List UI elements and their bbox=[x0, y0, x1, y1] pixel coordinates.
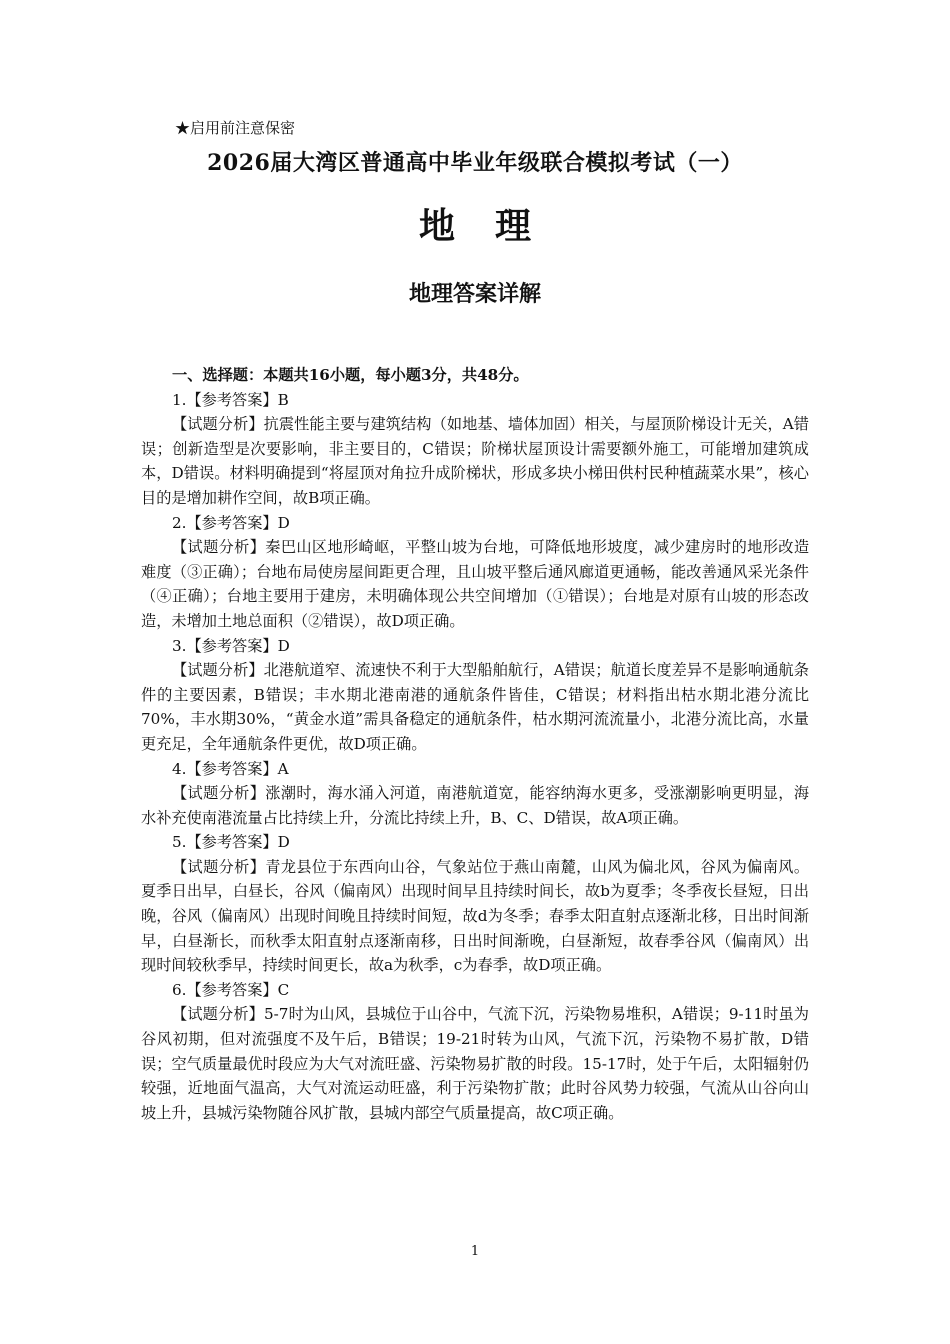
section-heading: 一、选择题：本题共16小题，每小题3分，共48分。 bbox=[172, 366, 529, 384]
question-analysis: 【试题分析】5-7时为山风，县城位于山谷中，气流下沉，污染物易堆积，A错误；9-11时虽为谷风初期，但对流强度不及午后，B错误；19-21时转为山风，气流下沉，污染物不易扩散，D错误；空气质量最优时段应为大气对流旺盛、污染物易扩散的时段。15-17时，处于午后，太阳辐射仍较强，近地面气温高，大气对流运动旺盛，利于污染物扩散；此时谷风势力较强，气流从山谷向山坡上升，县城污染物随谷风扩散，县城内部空气质量提高，故C项正确。 bbox=[141, 1005, 809, 1122]
question-answer: 3.【参考答案】D bbox=[172, 636, 290, 655]
question-analysis: 【试题分析】涨潮时，海水涌入河道，南港航道宽，能容纳海水更多，受涨潮影响更明显，海水补充使南港流量占比持续上升，分流比持续上升，B、C、D错误，故A项正确。 bbox=[141, 784, 809, 827]
answer-content bbox=[141, 363, 809, 1125]
question-item bbox=[141, 757, 809, 831]
question-item bbox=[141, 511, 809, 634]
subject-title: 地理 bbox=[418, 206, 571, 247]
question-answer: 4.【参考答案】A bbox=[172, 759, 289, 778]
question-item bbox=[141, 830, 809, 978]
question-item bbox=[141, 978, 809, 1126]
question-analysis: 【试题分析】北港航道窄、流速快不利于大型船舶航行，A错误；航道长度差异不是影响通航条件的主要因素，B错误；丰水期北港南港的通航条件皆佳，C错误；材料指出枯水期北港分流比70%，丰水期30%，“黄金水道”需具备稳定的通航条件，枯水期河流流量小，北港分流比高，水量更充足，全年通航条件更优，故D项正确。 bbox=[141, 661, 809, 753]
question-analysis: 【试题分析】青龙县位于东西向山谷，气象站位于燕山南麓，山风为偏北风，谷风为偏南风。夏季日出早，白昼长，谷风（偏南风）出现时间早且持续时间长，故b为夏季；冬季夜长昼短，日出晚，谷风（偏南风）出现时间晚且持续时间短，故d为冬季；春季太阳直射点逐渐北移，日出时间渐早，白昼渐长，而秋季太阳直射点逐渐南移，日出时间渐晚，白昼渐短，故春季谷风（偏南风）出现时间较秋季早，持续时间更长，故a为秋季，c为春季，故D项正确。 bbox=[141, 857, 809, 975]
question-answer: 6.【参考答案】C bbox=[172, 980, 290, 999]
question-analysis: 【试题分析】秦巴山区地形崎岖，平整山坡为台地，可降低地形坡度，减少建房时的地形改造难度（③正确）；台地布局使房屋间距更合理，且山坡平整后通风廊道更通畅，能改善通风采光条件（④正确）；台地主要用于建房，未明确体现公共空间增加（①错误）；台地是对原有山坡的形态改造，未增加土地总面积（②错误），故D项正确。 bbox=[141, 538, 809, 630]
exam-title: 2026届大湾区普通高中毕业年级联合模拟考试（一） bbox=[207, 150, 743, 176]
question-answer: 5.【参考答案】D bbox=[172, 833, 290, 852]
question-answer: 1.【参考答案】B bbox=[172, 390, 289, 409]
question-analysis: 【试题分析】抗震性能主要与建筑结构（如地基、墙体加固）相关，与屋顶阶梯设计无关，A错误；创新造型是次要影响，非主要目的，C错误；阶梯状屋顶设计需要额外施工，可能增加建筑成本，D错误。材料明确提到“将屋顶对角拉升成阶梯状，形成多块小梯田供村民种植蔬菜水果”，核心目的是增加耕作空间，故B项正确。 bbox=[141, 415, 809, 507]
question-item bbox=[141, 634, 809, 757]
answer-title: 地理答案详解 bbox=[408, 282, 541, 307]
confidential-notice: ★启用前注意保密 bbox=[175, 119, 296, 137]
question-answer: 2.【参考答案】D bbox=[172, 513, 290, 532]
page-number: 1 bbox=[470, 1244, 480, 1259]
question-item bbox=[141, 388, 809, 511]
